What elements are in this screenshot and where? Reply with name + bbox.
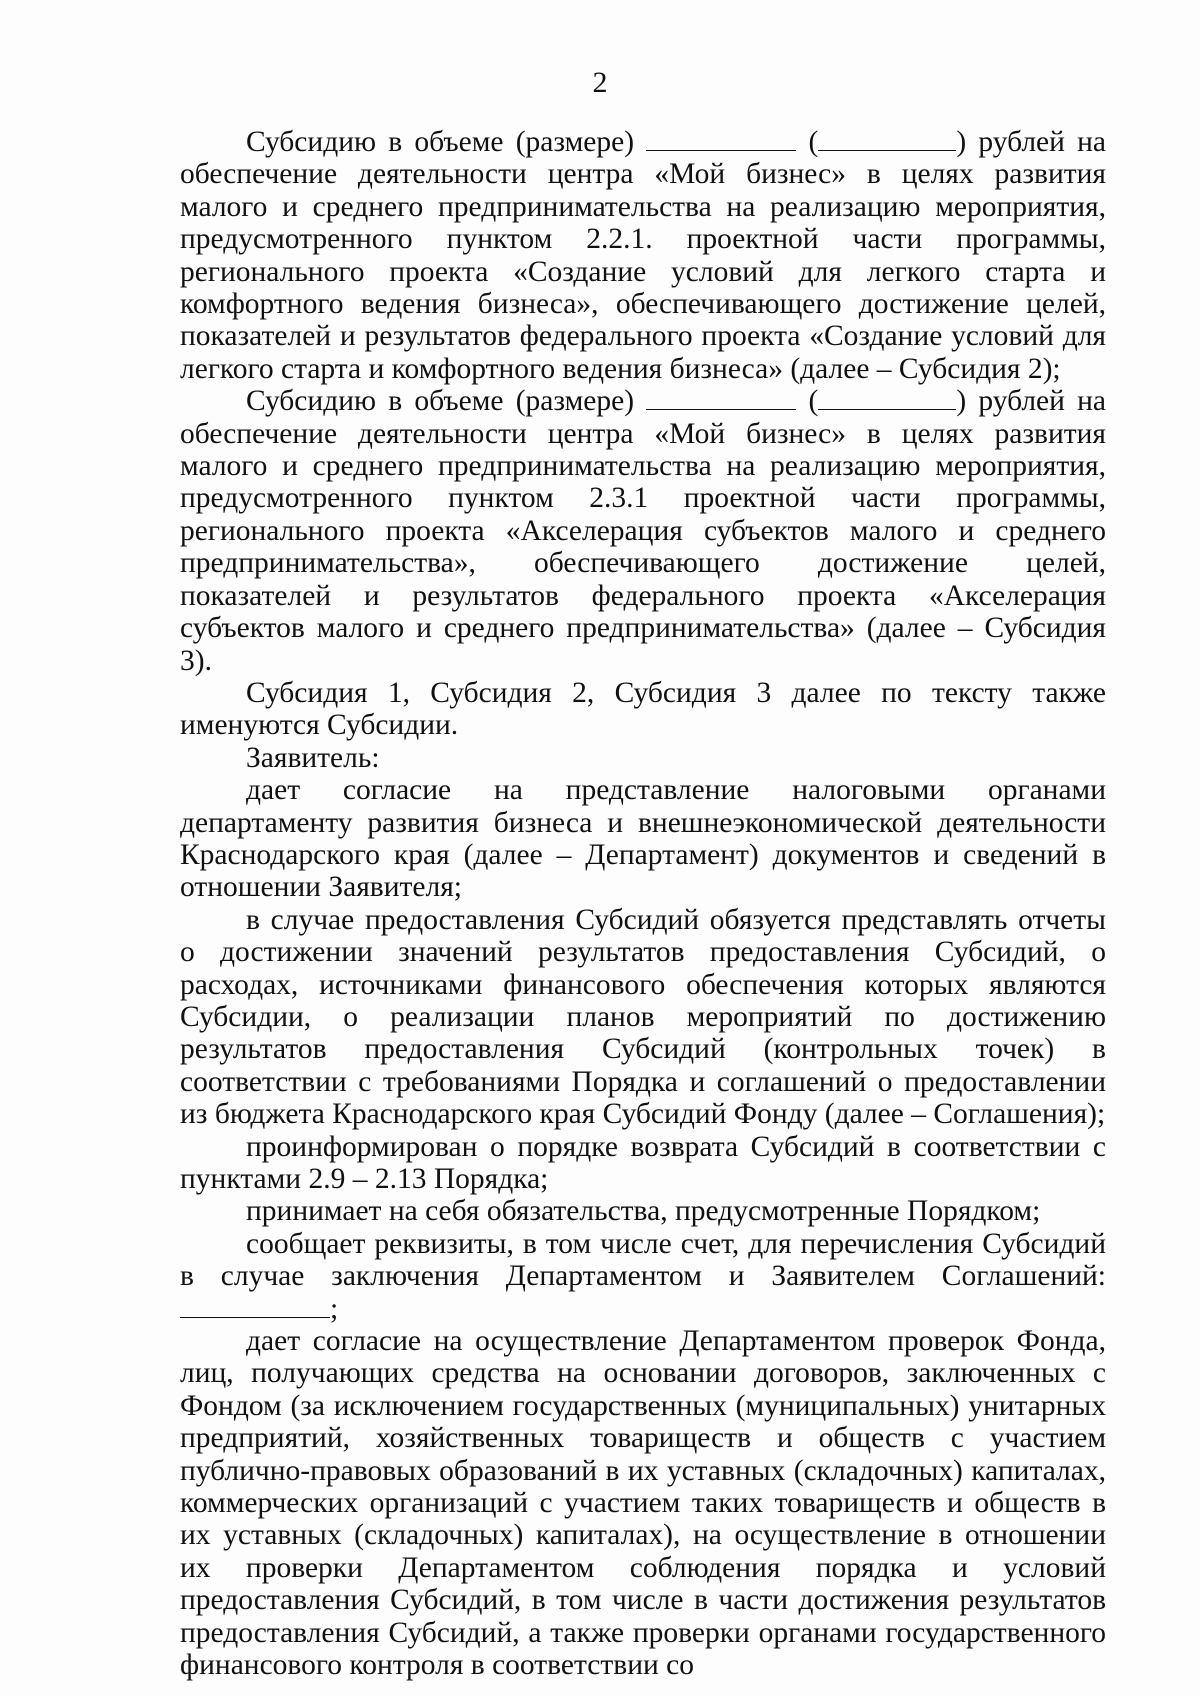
paragraph-obligations: принимает на себя обязательства, предусмотренные Порядком; [246, 1195, 1041, 1228]
paragraph-return-procedure: проинформирован о порядке возврата Субсидий в соответствии с пунктами 2.9 – 2.13 Порядка; [180, 1130, 1106, 1195]
paragraph-consent-tax: дает согласие на представление налоговыми органами департаменту развития бизнеса и внешнеэкономической деятельности Краснодарского края (далее – Департамент) документов и сведений в отношении Заявителя; [180, 774, 1106, 904]
paragraph-consent-inspections: дает согласие на осуществление Департаментом проверок Фонда, лиц, получающих средства на основании договоров, заключенных с Фондом (за исключением государственных (муниципальных) унитарных предприятий, хозяйственных товариществ и обществ с участием публично-правовых образований в их уставных (складочных) капиталах, коммерческих организаций с участием таких товариществ и обществ в их уставных (складочных) капиталах), на осуществление в отношении их проверки Департаментом соблюдения порядка и условий предоставления Субсидий, в том числе в части достижения результатов предоставления Субсидий, а также проверки органами государственного финансового контроля в соответствии со [180, 1325, 1106, 1682]
subsidy-3-amount-blank [646, 385, 796, 410]
subsidy-2-amount-blank [646, 126, 796, 151]
paragraph-subsidies-definition: Субсидия 1, Субсидия 2, Субсидия 3 далее по тексту также именуются Субсидии. [180, 676, 1106, 742]
bank-details-text: сообщает реквизиты, в том числе счет, для перечисления Субсидий в случае заключения Департаментом и Заявителем Соглашений: [180, 1227, 1106, 1293]
paragraph-bank-details [180, 1228, 1106, 1325]
paragraph-subsidy-2 [180, 126, 1106, 385]
subsidy-2-lead: Субсидию в объеме (размере) [246, 126, 635, 158]
bank-details-blank [180, 1293, 330, 1318]
subsidy-3-text: ) рублей на обеспечение деятельности центра «Мой бизнес» в целях развития малого и среднего предпринимательства на реализацию мероприятия, предусмотренного пунктом 2.3.1 проектной части программы, регионального проекта «Акселерация субъектов малого и среднего предпринимательства», обеспечивающего достижение целей, показателей и результатов федерального проекта «Акселерация субъектов малого и среднего предпринимательства» (далее – Субсидия 3). [180, 385, 1107, 677]
paragraph-reporting-obligation: в случае предоставления Субсидий обязуется представлять отчеты о достижении значений результатов предоставления Субсидий, о расходах, источниками финансового обеспечения которых являются Субсидии, о реализации планов мероприятий по достижению результатов предоставления Субсидий (контрольных точек) в соответствии с требованиями Порядка и соглашений о предоставлении из бюджета Краснодарского края Субсидий Фонду (далее – Соглашения); [180, 903, 1106, 1131]
subsidy-3-open-paren: ( [808, 385, 819, 418]
subsidy-2-text: ) рублей на обеспечение деятельности центра «Мой бизнес» в целях развития малого и среднего предпринимательства на реализацию мероприятия, предусмотренного пунктом 2.2.1. проектной части программы, регионального проекта «Создание условий для легкого старта и комфортного ведения бизнеса», обеспечивающего достижение целей, показателей и результатов федерального проекта «Создание условий для легкого старта и комфортного ведения бизнеса» (далее – Субсидия 2); [180, 126, 1107, 385]
bank-details-end: ; [330, 1292, 339, 1325]
subsidy-3-amount-words-blank [818, 385, 956, 410]
subsidy-3-lead: Субсидию в объеме (размере) [246, 385, 635, 418]
document-body [180, 126, 1106, 1682]
subsidy-2-open-paren: ( [808, 126, 819, 158]
paragraph-subsidy-3 [180, 385, 1106, 677]
paragraph-applicant-heading: Заявитель: [246, 741, 380, 774]
subsidy-2-amount-words-blank [818, 126, 956, 151]
page-number: 2 [592, 66, 608, 99]
